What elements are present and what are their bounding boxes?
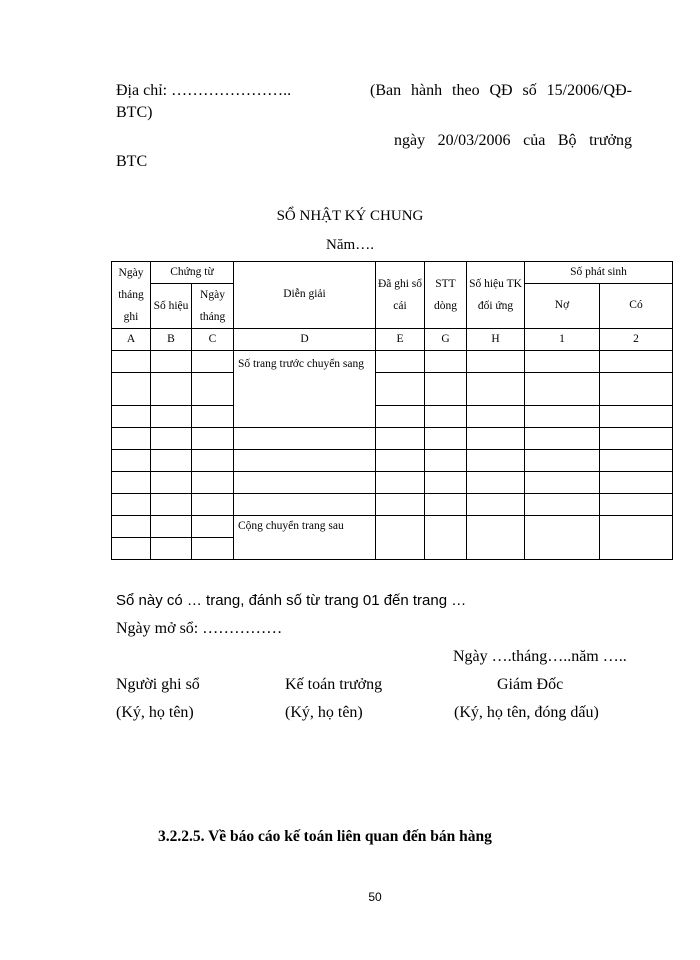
carry-forward-cell: Số trang trước chuyển sang xyxy=(234,351,376,428)
signer-director-note: (Ký, họ tên, đóng dấu) xyxy=(454,704,599,721)
signer-chief-accountant: Kế toán trưởng xyxy=(285,676,383,693)
page-count-note: Sổ này có … trang, đánh số từ trang 01 đến trang … xyxy=(116,592,467,609)
signer-bookkeeper: Người ghi sổ xyxy=(116,676,200,693)
regulation-line-1: (Ban hành theo QĐ số 15/2006/QĐ- xyxy=(370,82,632,99)
signer-chief-accountant-note: (Ký, họ tên) xyxy=(285,704,363,721)
header-description: Diễn giải xyxy=(234,262,376,329)
year-line: Năm…. xyxy=(326,237,374,253)
table-row xyxy=(112,472,673,494)
table-row xyxy=(112,373,673,406)
header-voucher: Chứng từ xyxy=(151,262,234,284)
page-title: SỔ NHẬT KÝ CHUNG xyxy=(276,208,424,224)
code-cell: H xyxy=(467,329,525,351)
code-cell: B xyxy=(151,329,192,351)
code-cell: C xyxy=(192,329,234,351)
regulation-line-2: ngày 20/03/2006 của Bộ trưởng xyxy=(394,132,632,149)
regulation-line-1-cont: BTC) xyxy=(116,104,153,121)
header-date: Ngày tháng ghi xyxy=(112,262,151,329)
code-cell: 1 xyxy=(525,329,600,351)
code-cell: A xyxy=(112,329,151,351)
address-line: Địa chỉ: ………………….. xyxy=(116,82,292,99)
header-voucher-date: Ngày tháng xyxy=(192,284,234,329)
journal-table xyxy=(111,261,673,560)
header-amount: Số phát sinh xyxy=(525,262,673,284)
open-date: Ngày mở sổ: …………… xyxy=(116,620,283,637)
regulation-line-2-cont: BTC xyxy=(116,153,148,170)
table-row xyxy=(112,494,673,516)
table-row xyxy=(112,406,673,428)
header-debit: Nợ xyxy=(525,284,600,329)
table-row xyxy=(112,516,673,538)
sign-date: Ngày ….tháng…..năm ….. xyxy=(453,648,627,665)
signer-bookkeeper-note: (Ký, họ tên) xyxy=(116,704,194,721)
code-cell: G xyxy=(425,329,467,351)
code-cell: 2 xyxy=(600,329,673,351)
page-number: 50 xyxy=(368,890,382,904)
carry-next-cell: Cộng chuyển trang sau xyxy=(234,516,376,560)
code-cell: D xyxy=(234,329,376,351)
table-row xyxy=(112,428,673,450)
table-row xyxy=(112,450,673,472)
code-cell: E xyxy=(376,329,425,351)
header-line-no: STT dòng xyxy=(425,262,467,329)
header-contra-account: Số hiệu TK đối ứng xyxy=(467,262,525,329)
section-heading: 3.2.2.5. Về báo cáo kế toán liên quan đến bán hàng xyxy=(158,828,492,845)
table-row xyxy=(112,351,673,373)
header-credit: Có xyxy=(600,284,673,329)
header-ledger-posted: Đã ghi sổ cái xyxy=(376,262,425,329)
signer-director: Giám Đốc xyxy=(497,676,564,693)
header-voucher-no: Số hiệu xyxy=(151,284,192,329)
